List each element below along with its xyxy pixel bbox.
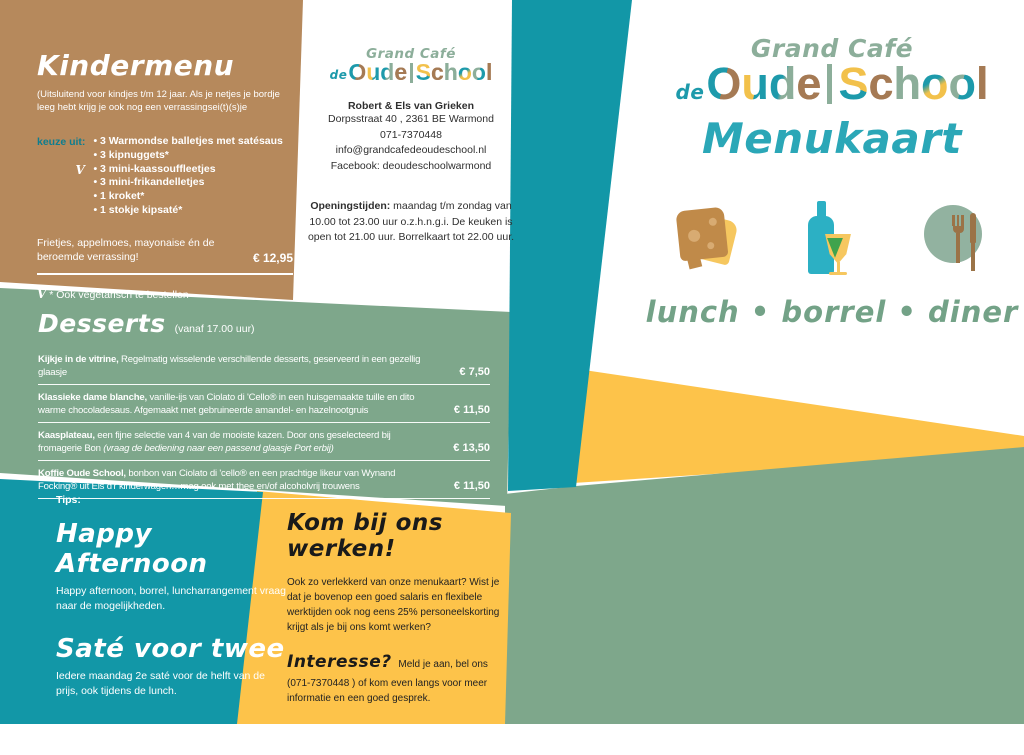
brand-letter: o: [948, 58, 976, 109]
brand-letter: h: [893, 58, 921, 109]
brand-letter: d: [380, 59, 395, 85]
kindermenu-item: • 1 kroket*: [93, 190, 282, 204]
dessert-price: € 11,50: [453, 480, 490, 493]
brand-letter: c: [868, 58, 894, 109]
opening-hours-label: Openingstijden:: [310, 199, 391, 212]
dessert-name: Kijkje in de vitrine,: [38, 354, 119, 365]
tips-section: [56, 494, 291, 755]
jobs-title: Kom bij ons werken!: [287, 510, 443, 562]
sides-text: Frietjes, appelmoes, mayonaise én de beroemde verrassing!: [37, 237, 215, 264]
cover-page: [640, 34, 1024, 329]
brand-letter: h: [443, 59, 458, 85]
brand-letter: O: [348, 59, 367, 85]
opening-hours: [305, 199, 517, 246]
kindermenu-item: • 3 Warmondse balletjes met satésaus: [93, 135, 282, 149]
jobs-body: Ook zo verlekkerd van onze menukaart? Wist je dat je bovenop een goed salaris en flexibele werktijden ook nog eens 25% personeelskorting krijgt als je bij ons komt werken?: [287, 577, 500, 633]
kindermenu-choices: [37, 135, 295, 219]
brand-divider-bar: [827, 64, 832, 104]
brand-letter: S: [415, 59, 431, 85]
facebook-handle: Facebook: deoudeschoolwarmond: [330, 160, 492, 173]
bread-cheese-icon: [668, 201, 748, 281]
brand-logo-small: [305, 46, 517, 84]
kindermenu-title: Kindermenu: [37, 49, 235, 82]
interest-label: Interesse?: [287, 652, 392, 672]
kindermenu-subtitle: (Uitsluitend voor kindjes t/m 12 jaar. Als je netjes je bordje leeg hebt krijg je ook nog een verrassingsei(t)(s)je: [37, 89, 280, 114]
dessert-name: Klassieke dame blanche,: [38, 392, 147, 404]
dessert-description: Regelmatig wisselende verschillende desserts, geserveerd in een gezellig glaasje: [38, 354, 421, 379]
brand-letter: d: [768, 58, 797, 109]
brand-letter: S: [838, 58, 869, 109]
brand-divider-bar: [410, 63, 413, 83]
fork-shape: [952, 215, 964, 263]
desserts-list: [38, 351, 490, 499]
cheese-hole: [688, 229, 701, 242]
dessert-description: (vraag de bediening naar een passend glaasje Port erbij): [103, 443, 334, 455]
desserts-section: [38, 309, 490, 503]
dessert-price: € 13,50: [453, 442, 490, 455]
jobs-interest: [287, 650, 507, 706]
dessert-price: € 11,50: [453, 404, 490, 417]
desserts-title: Desserts: [38, 309, 166, 338]
dessert-price: € 7,50: [459, 366, 490, 379]
brand-letter: e: [394, 59, 408, 85]
sides-price: € 12,95: [252, 251, 293, 266]
kindermenu-item: • 3 mini-frikandelletjes: [93, 176, 282, 190]
address-line: Dorpsstraat 40 , 2361 BE Warmond: [328, 112, 494, 125]
choice-label: keuze uit:: [37, 135, 86, 148]
brand-letter: u: [741, 58, 769, 109]
kindermenu-item-list: [75, 134, 283, 219]
brand-logo-large: [640, 34, 1024, 109]
brand-letter: u: [366, 59, 381, 85]
tips-label: Tips:: [56, 494, 81, 506]
interest-body: Meld je aan, bel ons (071-7370448 ) of kom even langs voor meer informatie en een goed gesprek.: [287, 659, 488, 704]
desserts-header: [38, 309, 490, 338]
happy-afternoon-title: Happy Afternoon: [56, 519, 208, 579]
dessert-row: [38, 351, 490, 385]
cheese-hole: [708, 217, 717, 226]
brand-letter: o: [471, 59, 486, 85]
dessert-row: [38, 427, 490, 461]
kindermenu-item: • 1 stokje kipsaté*: [93, 204, 282, 218]
phone-number: 071-7370448: [380, 128, 442, 141]
brand-script-name: Grand Café: [750, 34, 914, 63]
happy-afternoon-body: Happy afternoon, borrel, luncharrangement vraag naar de mogelijkheden.: [56, 585, 286, 612]
kindermenu-section: [37, 49, 295, 302]
brand-letter: l: [975, 58, 989, 109]
brand-letter: o: [920, 58, 949, 109]
plate-cutlery-icon: [916, 201, 996, 281]
jobs-section: [287, 510, 507, 706]
sate-voor-twee-title: Saté voor twee: [56, 633, 285, 664]
vegetarian-note-text: * Ook vegetarisch te bestellen: [49, 289, 189, 302]
vegetarian-note: [37, 287, 295, 301]
tikkie-payment-note: Ieder apart betalen? Regel het makkelijk en snel met een Tikkie!: [56, 724, 282, 753]
brand-letter: c: [431, 59, 444, 85]
menukaart-title: Menukaart: [702, 113, 962, 163]
dessert-row: [38, 389, 490, 423]
kindermenu-item: • 3 mini-kaassouffleetjes V: [93, 163, 282, 177]
wineglass-base-shape: [829, 272, 847, 276]
desserts-subtitle: (vanaf 17.00 uur): [174, 323, 255, 335]
dessert-name: Koffie Oude School,: [38, 468, 126, 480]
dessert-description: bonbon van Ciolato di 'cello® en een prachtige likeur van Wynand Focking® uit Els d'r kinderwagen…mag ook met thee en/of alcoholvrij trouwens: [38, 468, 396, 493]
cheese-hole: [707, 242, 715, 250]
dessert-description: een fijne selectie van 4 van de mooiste kazen. Door ons geselecteerd bij fromagerie Bon: [38, 430, 391, 455]
owner-names: Robert & Els van Grieken: [347, 99, 475, 112]
brand-wordmark: [329, 59, 493, 85]
vegetarian-icon: V: [37, 287, 47, 302]
brand-wordmark: [675, 58, 989, 109]
sate-voor-twee-body: Iedere maandag 2e saté voor de helft van de prijs, ook tijdens de lunch.: [56, 669, 265, 697]
dessert-name: Kaasplateau,: [38, 430, 95, 442]
contact-section: [305, 46, 517, 246]
brand-de: de: [329, 68, 348, 83]
brand-letter: l: [485, 59, 493, 85]
opening-hours-text: maandag t/m zondag van 10.00 tot 23.00 uur o.z.h.n.g.i. De keuken is open tot 21.00 uur. Borrelkaart tot 22.00 uur.: [307, 199, 515, 244]
dessert-description: vanille-ijs van Ciolato di 'Cello® in een huisgemaakte tuille en dito warme chocoladesaus. Afgemaakt met gebruineerde amandel- en hazelnootgruis: [38, 392, 415, 417]
kindermenu-item: • 3 kipnuggets*: [93, 149, 282, 163]
brand-letter: o: [457, 59, 472, 85]
brand-letter: O: [706, 58, 742, 109]
brand-script-name: Grand Café: [366, 46, 456, 62]
kindermenu-sides-row: [37, 236, 293, 275]
vegetarian-icon: V: [75, 162, 85, 177]
cheese-slice-shape: [676, 206, 729, 261]
brand-letter: e: [796, 58, 822, 109]
brand-de: de: [675, 79, 705, 104]
email-address: info@grandcafedeoudeschool.nl: [335, 144, 487, 157]
tagline: lunch • borrel • diner: [645, 294, 1019, 329]
food-icons-row: [640, 201, 1024, 281]
bottle-wineglass-icon: [792, 201, 872, 281]
knife-shape: [970, 213, 976, 271]
